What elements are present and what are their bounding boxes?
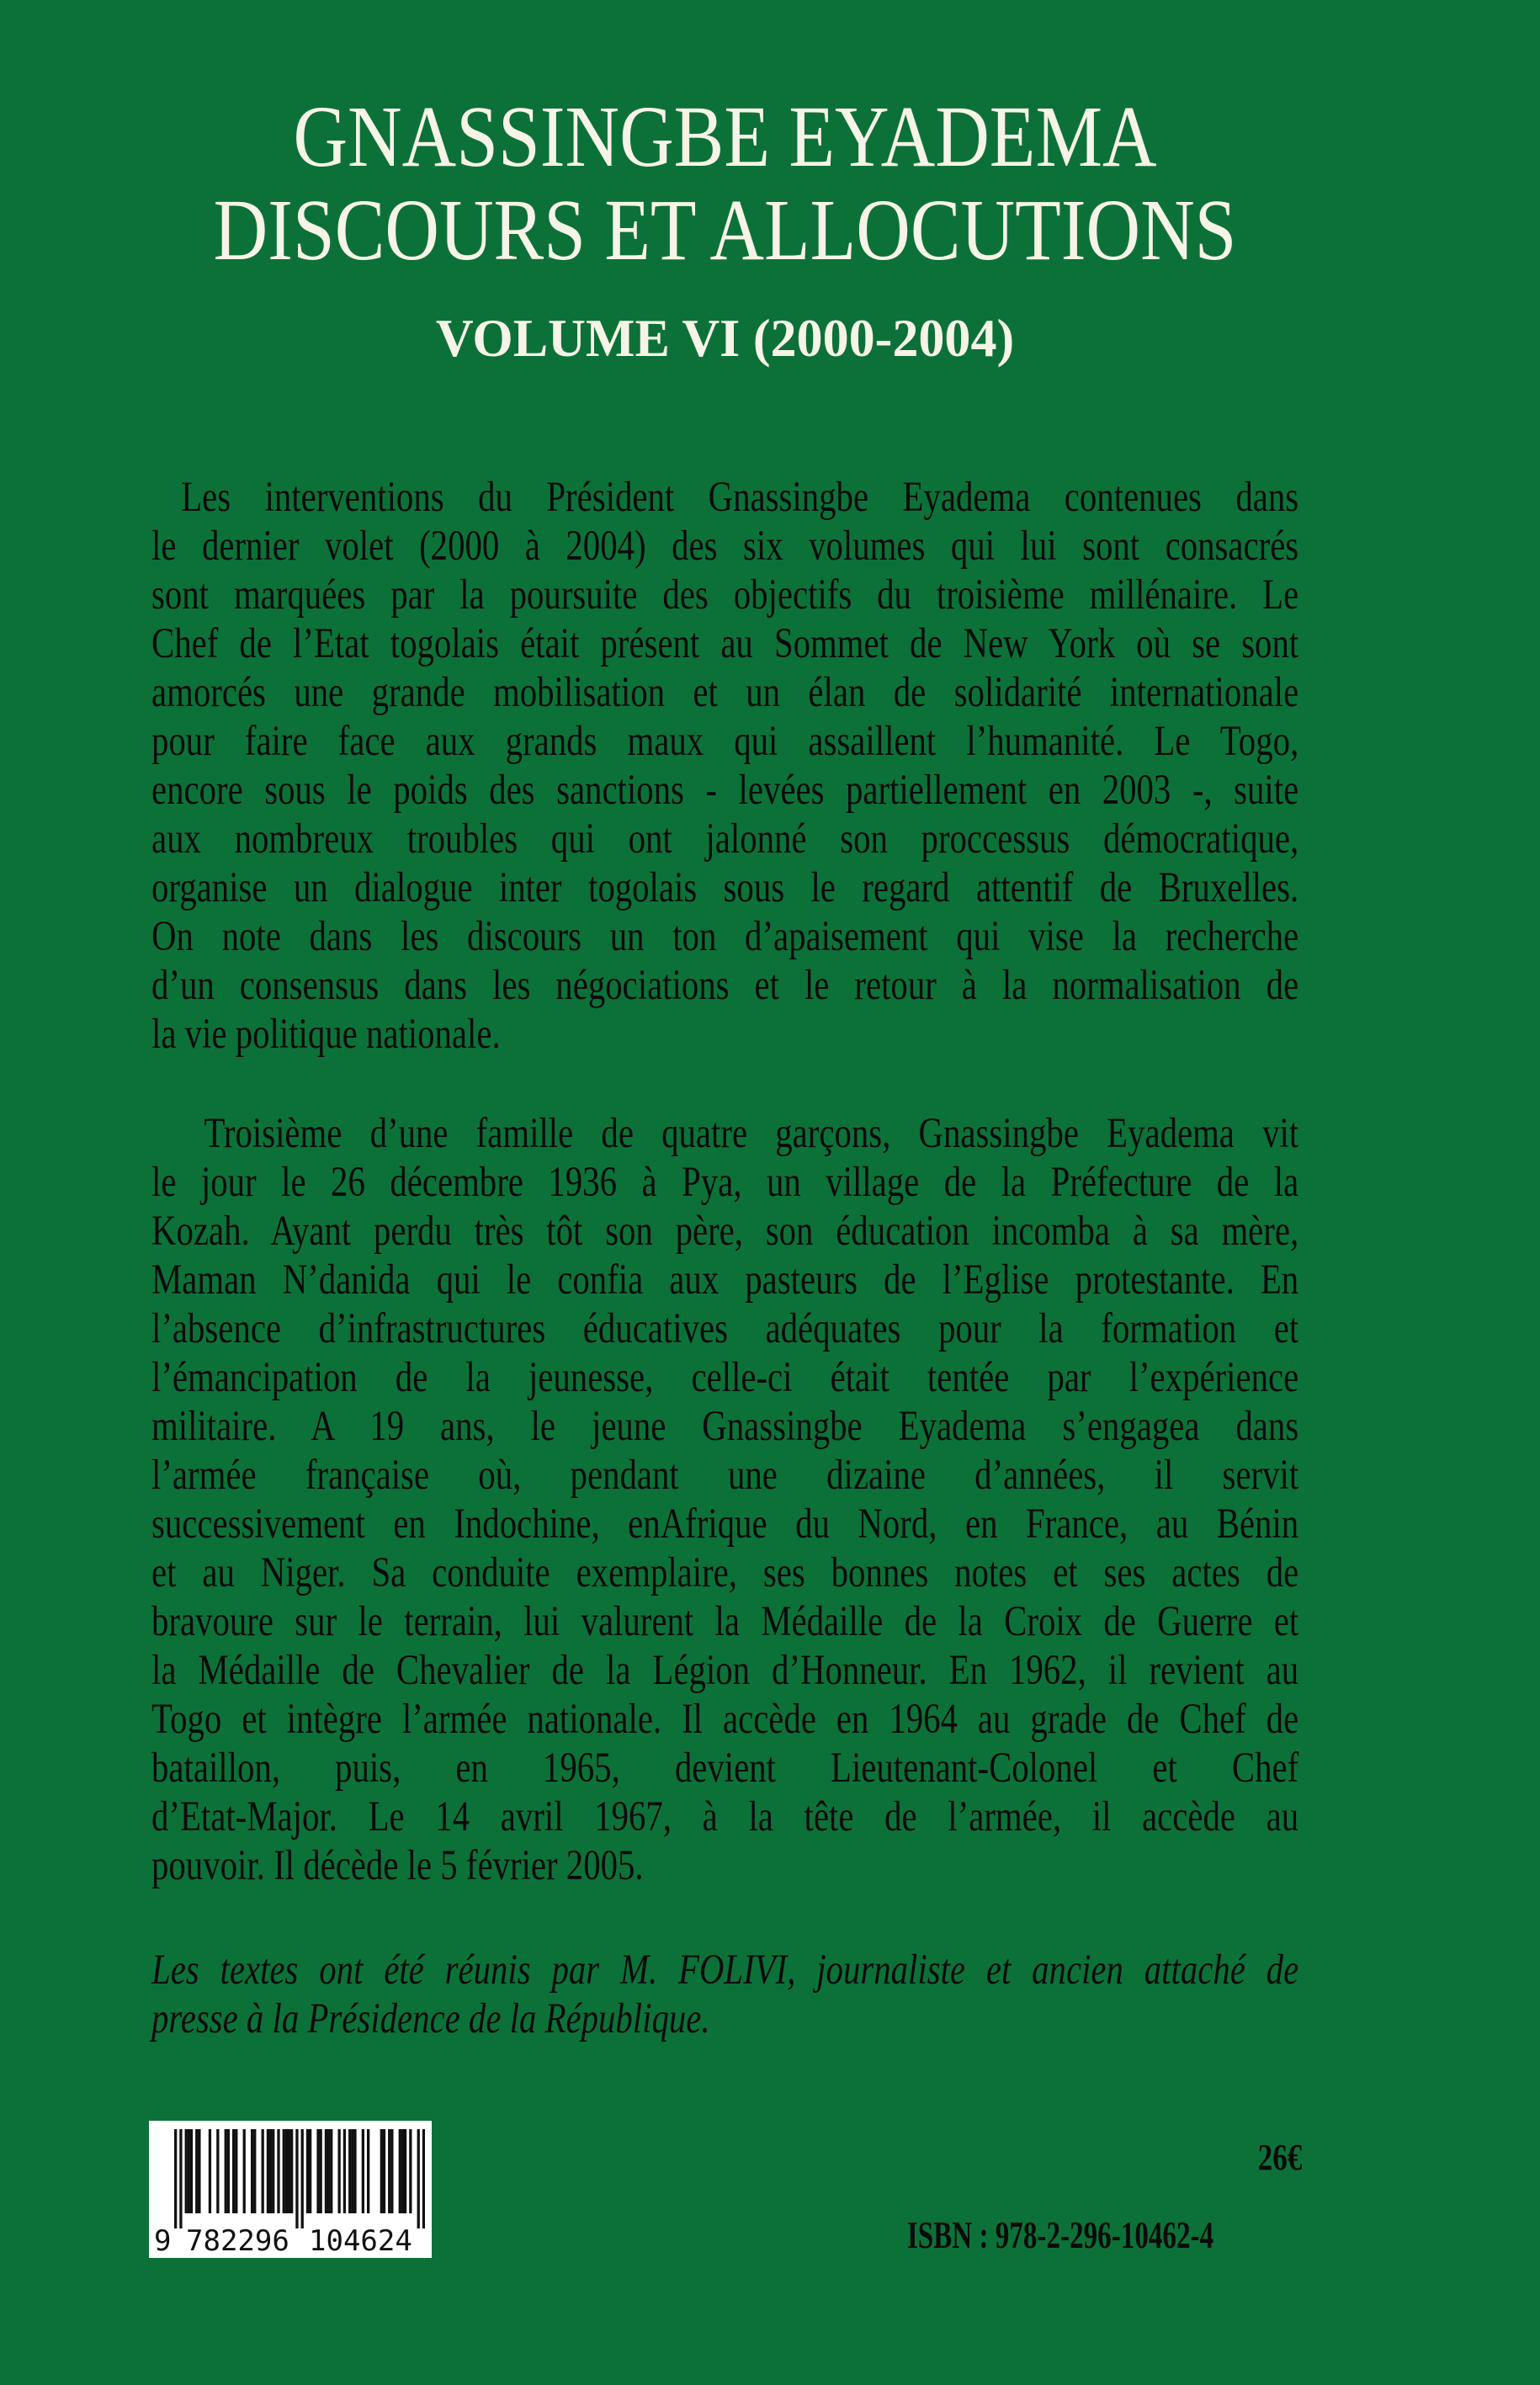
text-line: le jour le 26 décembre 1936 à Pya, un village de la Préfecture de la: [151, 1159, 1299, 1206]
isbn-label: [892, 2213, 1229, 2256]
text-line: d’un consensus dans les négociations et le retour à la normalisation de: [151, 962, 1299, 1009]
title-line-1-wrap: [151, 88, 1298, 185]
text-line: Les textes ont été réunis par M. FOLIVI, journaliste et ancien attaché de: [151, 1947, 1299, 1994]
text-line: presse à la Présidence de la République.: [151, 1995, 710, 2042]
barcode: [149, 2121, 432, 2258]
isbn-value: ISBN : 978-2-296-10462-4: [906, 2213, 1214, 2256]
price-value: 26€: [1257, 2137, 1303, 2178]
text-line: organise un dialogue inter togolais sous le regard attentif de Bruxelles.: [151, 864, 1299, 911]
text-line: la vie politique nationale.: [151, 1011, 501, 1058]
book-title-line-2: DISCOURS ET ALLOCUTIONS: [213, 182, 1237, 279]
text-line: et au Niger. Sa conduite exemplaire, ses bonnes notes et ses actes de: [151, 1549, 1299, 1596]
barcode-bars: [174, 2129, 425, 2228]
credits-paragraph: [151, 1946, 1298, 2043]
text-line: aux nombreux troubles qui ont jalonné son proccessus démocratique,: [151, 815, 1299, 863]
text-line: On note dans les discours un ton d’apaisement qui vise la recherche: [151, 913, 1299, 960]
book-title-line-1: GNASSINGBE EYADEMA: [293, 88, 1157, 185]
text-line: l’armée française où, pendant une dizaine d’années, il servit: [151, 1452, 1299, 1499]
text-line: Chef de l’Etat togolais était présent au Sommet de New York où se sont: [151, 620, 1299, 667]
text-line: Maman N’danida qui le confia aux pasteurs de l’Eglise protestante. En: [151, 1256, 1299, 1304]
barcode-digit-lead: 9: [154, 2224, 172, 2258]
text-line: bataillon, puis, en 1965, devient Lieutenant-Colonel et Chef: [151, 1745, 1299, 1792]
text-line: d’Etat-Major. Le 14 avril 1967, à la tête de l’armée, il accède au: [151, 1793, 1299, 1841]
text-line: l’absence d’infrastructures éducatives adéquates pour la formation et: [151, 1305, 1299, 1352]
text-line: Togo et intègre l’armée nationale. Il accède en 1964 au grade de Chef de: [151, 1696, 1299, 1743]
text-line: Kozah. Ayant perdu très tôt son père, son éducation incomba à sa mère,: [151, 1208, 1299, 1255]
biography-paragraph: [151, 1109, 1298, 1890]
text-line: la Médaille de Chevalier de la Légion d’Honneur. En 1962, il revient au: [151, 1647, 1299, 1694]
text-line: Les interventions du Président Gnassingbe Eyadema contenues dans: [181, 474, 1299, 521]
barcode-digits: [149, 2224, 432, 2258]
text-line: le dernier volet (2000 à 2004) des six volumes qui lui sont consacrés: [151, 523, 1299, 570]
synopsis-paragraph: [151, 473, 1298, 1059]
title-line-3-wrap: [151, 310, 1298, 366]
barcode-digit-group-1: 782296: [186, 2224, 289, 2258]
text-line: bravoure sur le terrain, lui valurent la Médaille de la Croix de Guerre et: [151, 1598, 1299, 1645]
book-volume-subtitle: VOLUME VI (2000-2004): [435, 308, 1015, 368]
text-line: sont marquées par la poursuite des objectifs du troisième millénaire. Le: [151, 571, 1299, 619]
text-line: encore sous le poids des sanctions - levées partiellement en 2003 -, suite: [151, 767, 1299, 814]
text-line: amorcés une grande mobilisation et un élan de solidarité internationale: [151, 669, 1299, 716]
title-line-2-wrap: [151, 182, 1298, 279]
text-line: successivement en Indochine, enAfrique du Nord, en France, au Bénin: [151, 1501, 1299, 1548]
text-line: Troisième d’une famille de quatre garçons, Gnassingbe Eyadema vit: [204, 1110, 1299, 1157]
price-label: [1196, 2139, 1364, 2176]
text-line: l’émancipation de la jeunesse, celle-ci était tentée par l’expérience: [151, 1354, 1299, 1401]
text-line: pour faire face aux grands maux qui assaillent l’humanité. Le Togo,: [151, 718, 1299, 765]
text-line: pouvoir. Il décède le 5 février 2005.: [151, 1842, 644, 1889]
text-line: militaire. A 19 ans, le jeune Gnassingbe Eyadema s’engagea dans: [151, 1403, 1299, 1450]
barcode-digit-group-2: 104624: [309, 2224, 412, 2258]
